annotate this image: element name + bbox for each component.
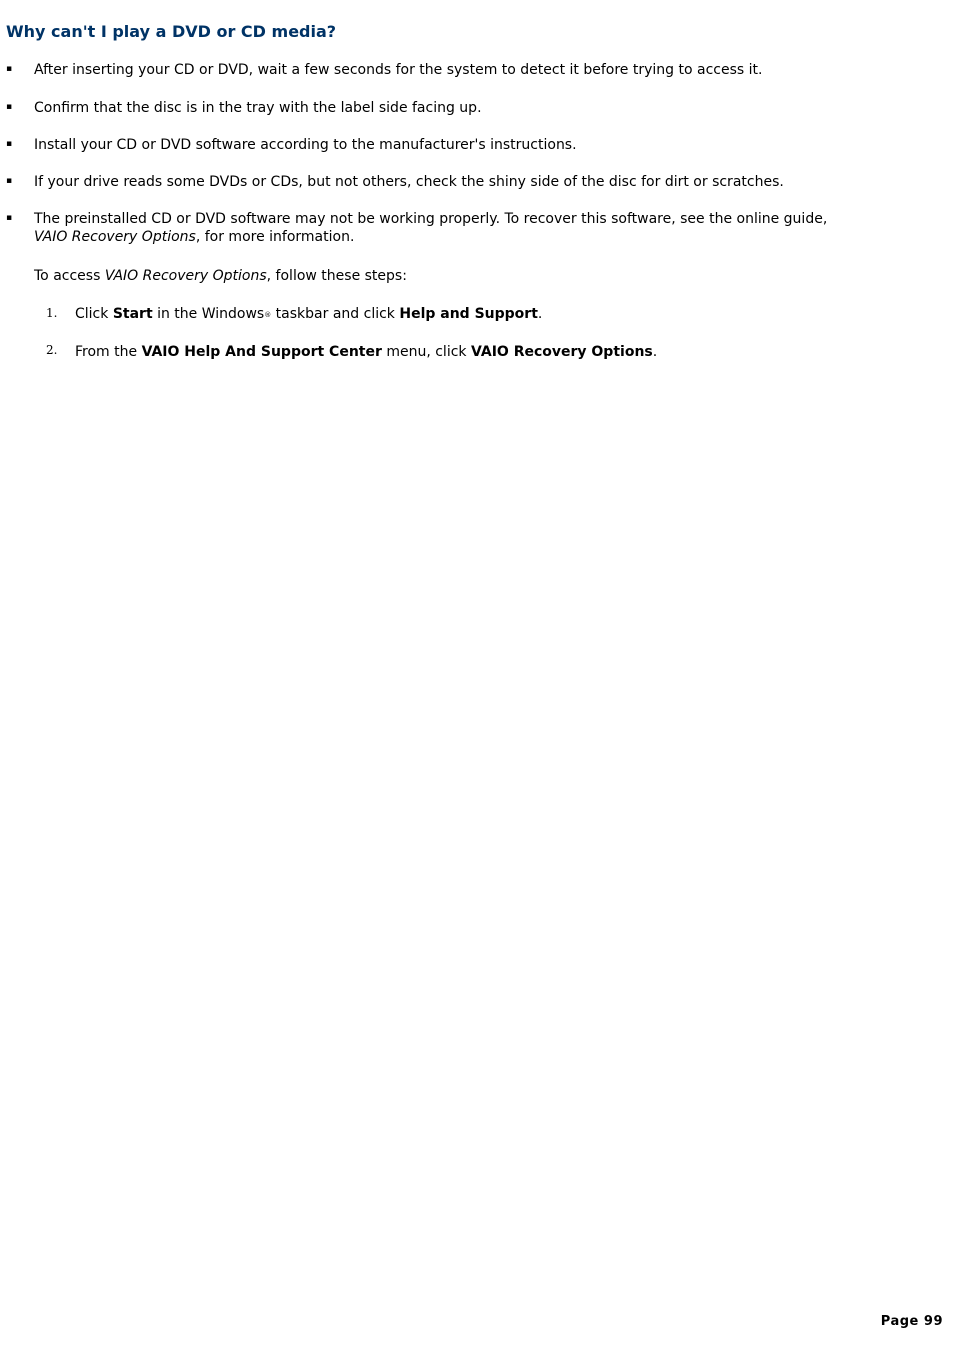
list-item: Confirm that the disc is in the tray with the label side facing up. xyxy=(34,100,482,116)
access-paragraph xyxy=(34,267,934,285)
list-item: Install your CD or DVD software according to the manufacturer's instructions. xyxy=(34,137,577,153)
step-number: 2. xyxy=(46,343,58,357)
bullet-marker: ▪ xyxy=(6,213,13,223)
bullet-marker: ▪ xyxy=(6,102,13,112)
help-center-label: VAIO Help And Support Center xyxy=(141,344,382,360)
step-text: taskbar and click xyxy=(271,306,400,322)
page-title: Why can't I play a DVD or CD media? xyxy=(6,22,337,41)
page-number: Page 99 xyxy=(880,1314,943,1329)
list-item: After inserting your CD or DVD, wait a few seconds for the system to detect it before trying to access it. xyxy=(34,62,763,78)
list-item xyxy=(34,210,934,246)
step-2 xyxy=(75,343,657,361)
step-text: . xyxy=(652,344,658,360)
bullet-marker: ▪ xyxy=(6,176,13,186)
step-text: in the Windows xyxy=(152,306,265,322)
bullet-marker: ▪ xyxy=(6,64,13,74)
step-1 xyxy=(75,305,542,324)
step-text: menu, click xyxy=(381,344,471,360)
access-suffix: , follow these steps: xyxy=(266,268,407,284)
guide-name: VAIO Recovery Options xyxy=(104,268,267,284)
recovery-options-label: VAIO Recovery Options xyxy=(470,344,653,360)
help-and-support-label: Help and Support xyxy=(399,306,538,322)
step-text: . xyxy=(537,306,543,322)
access-prefix: To access xyxy=(34,268,105,284)
guide-name: VAIO Recovery Options xyxy=(34,229,196,245)
start-label: Start xyxy=(112,306,153,322)
bullet-marker: ▪ xyxy=(6,139,13,149)
step-text: Click xyxy=(75,306,113,322)
step-text: From the xyxy=(75,344,142,360)
list-item: If your drive reads some DVDs or CDs, but not others, check the shiny side of the disc for dirt or scratches. xyxy=(34,174,784,190)
registered-mark: ® xyxy=(264,311,272,319)
step-number: 1. xyxy=(46,306,58,320)
list-item-text: , for more information. xyxy=(195,229,355,245)
list-item-line: The preinstalled CD or DVD software may not be working properly. To recover this software, see the online guide, xyxy=(34,211,828,227)
